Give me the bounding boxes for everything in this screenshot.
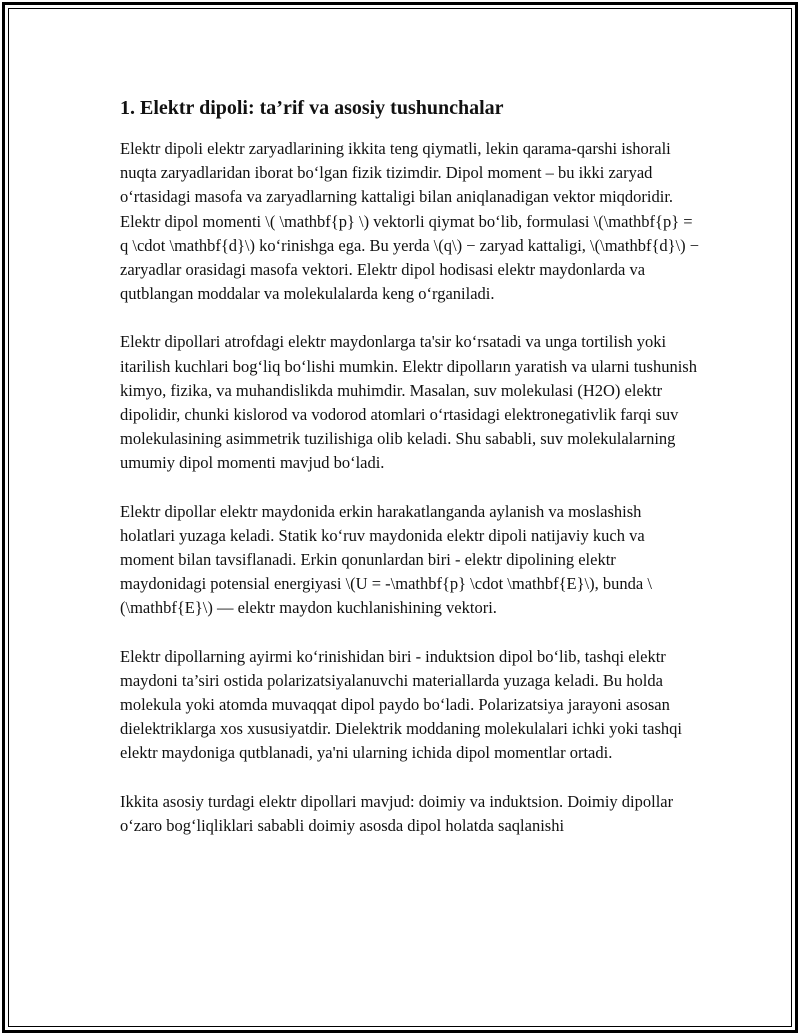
paragraph-dipole-in-field: Elektr dipollar elektr maydonida erkin harakatlanganda aylanish va moslashish holatlari yuzaga keladi. Statik ko‘ruv maydonida elektr dipoli natijaviy kuch va moment bilan tavsiflanadi. Erkin qonunlardan biri - elektr dipolining elektr maydonidagi potensial energiyasi \(U = -\mathbf{p} \cdot \mathbf{E}\), bunda \(\mathbf{E}\) — elektr maydon kuchlanishining vektori. — [120, 501, 652, 618]
section-heading: 1. Elektr dipoli: ta’rif va asosiy tushunchalar — [120, 97, 504, 119]
document-body — [120, 93, 700, 862]
paragraph-dipole-definition: Elektr dipoli elektr zaryadlarining ikkita teng qiymatli, lekin qarama-qarshi ishorali nuqta zaryadlaridan iborat bo‘lgan fizik tizimdir. Dipol moment – bu ikki zaryad o‘rtasidagi masofa va zaryadlarning kattaligi bilan aniqlanadigan vektor miqdoridir. Elektr dipol momenti \( \mathbf{p} \) vektorli qiymat bo‘lib, formulasi \(\mathbf{p} = q \cdot \mathbf{d}\) ko‘rinishga ega. Bu yerda \(q\) − zaryad kattaligi, \(\mathbf{d}\) − zaryadlar orasidagi masofa vektori. Elektr dipol hodisasi elektr maydonlarda va qutblangan moddalar va molekulalarda keng o‘rganiladi. — [120, 139, 700, 304]
paragraph-dipole-types: Ikkita asosiy turdagi elektr dipollari mavjud: doimiy va induktsion. Doimiy dipollar o‘zaro bog‘liqliklari sababli doimiy asosda dipol holatda saqlanishi — [120, 791, 674, 835]
paragraph-dipole-interaction: Elektr dipollari atrofdagi elektr maydonlarga ta'sir ko‘rsatadi va unga tortilish yoki itarilish kuchlari bog‘liq bo‘lishi mumkin. Elektr dipolların yaratish va ularni tushunish kimyo, fizika, va muhandislikda muhimdir. Masalan, suv molekulasi (H2O) elektr dipolidir, chunki kislorod va vodorod atomlari o‘rtasidagi elektronegativlik farqi suv molekulasining asimmetrik tuzilishiga olib keladi. Shu sababli, suv molekulalarning umumiy dipol momenti mavjud bo‘ladi. — [120, 332, 697, 473]
paragraph-induced-dipole: Elektr dipollarning ayirmi ko‘rinishidan biri - induktsion dipol bo‘lib, tashqi elektr maydoni ta’siri ostida polarizatsiyalanuvchi materiallarda yuzaga keladi. Bu holda molekula yoki atomda muvaqqat dipol paydo bo‘ladi. Polarizatsiya jarayoni asosan dielektriklarga xos xususiyatdir. Dielektrik moddaning molekulalari ichki yoki tashqi elektr maydoniga qutblanadi, ya'ni ularning ichida dipol momentlar ortadi. — [120, 646, 682, 763]
page-frame — [2, 2, 798, 1033]
